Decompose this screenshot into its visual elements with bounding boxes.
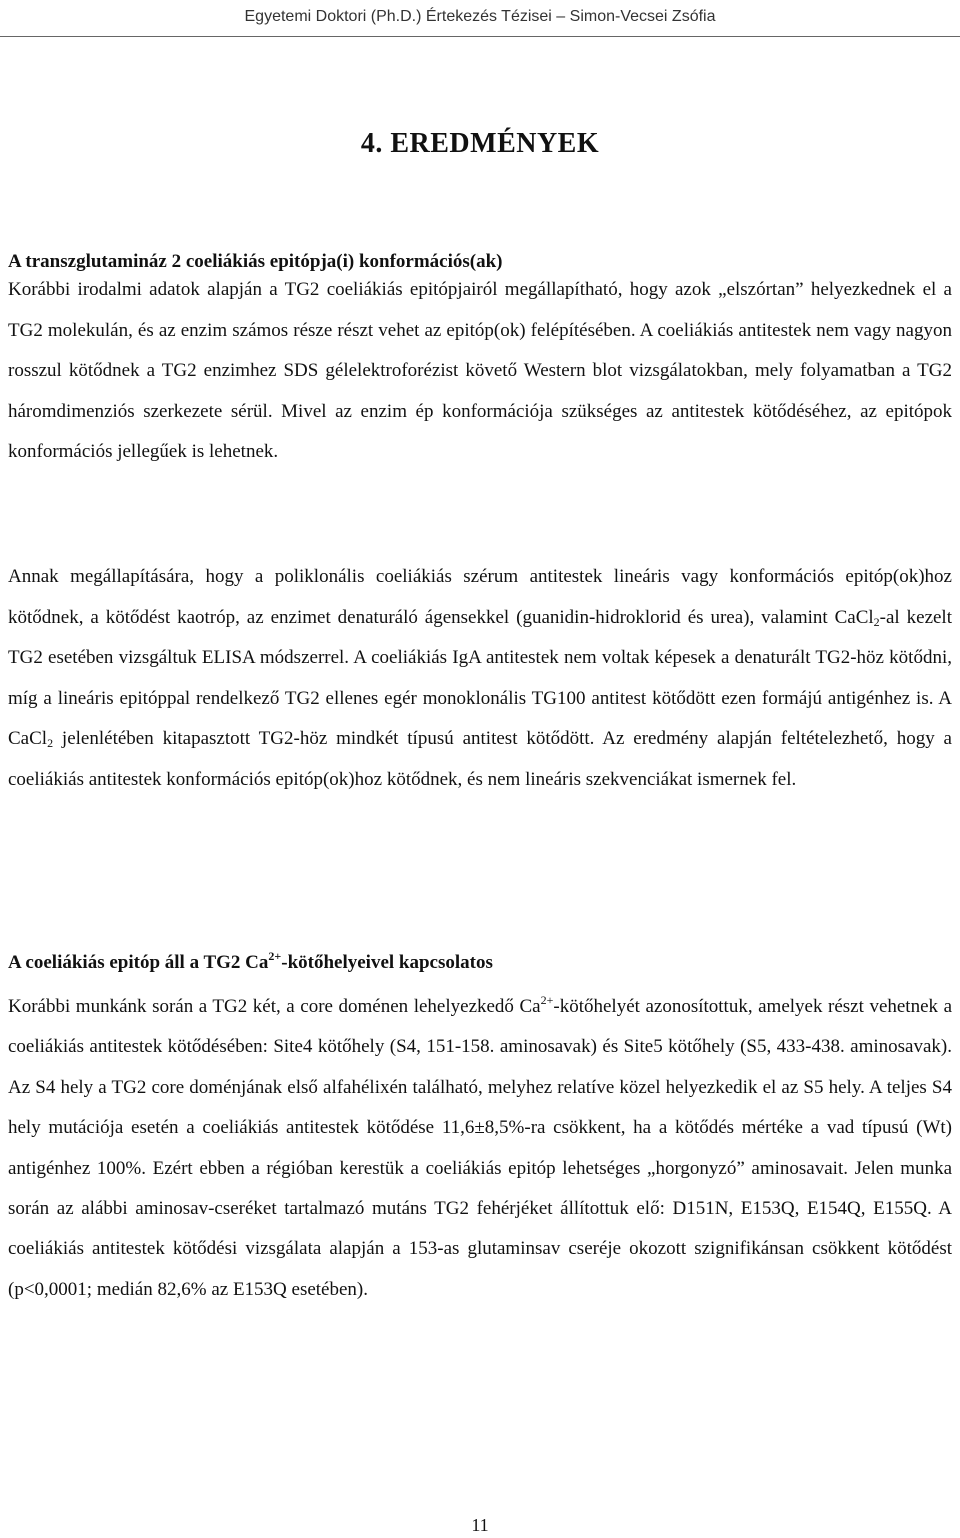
paragraph-text-part: -kötőhelyét azonosítottuk, amelyek részt vehetnek a coeliákiás antitestek kötődésében: Site4 kötőhely (S4, 151-158. aminosavak) és Site5 kötőhely (S5, 433-438. aminosavak). Az S4 hely a TG2 core doménjának első alfahélixén található, melyhez relatíve közel helyezkedik el az S5 hely. A teljes S4 hely mutációja esetén a coeliákiás antitestek kötődése 11,6±8,5%-ra csökkent, ha a kötődés mértéke a vad típusú (Wt) antigénhez 100%. Ezért ebben a régióban kerestük a coeliákiás epitóp lehetséges „horgonyzó” aminosavait. Jelen munka során az alábbi aminosav-cseréket tartalmazó mutáns TG2 fehérjéket állítottuk elő: D151N, E153Q, E154Q, E155Q. A coeliákiás antitestek kötődési vizsgálata alapján a 153-as glutaminsav cseréje okozott szignifikánsan csökkent kötődést (p<0,0001; medián 82,6% az E153Q esetében). [8,996,953,1300]
chapter-title: 4. EREDMÉNYEK [360,128,600,159]
heading-text-part: -kötőhelyeivel kapcsolatos [281,952,493,973]
running-header: Egyetemi Doktori (Ph.D.) Értekezés Tézisei – Simon-Vecsei Zsófia [244,8,716,25]
heading-text-part: A coeliákiás epitóp áll a TG2 Ca [8,952,269,973]
header-rule [0,36,960,37]
paragraph-text-part: jelenlétében kitapasztott TG2-höz mindkét típusú antitest kötődött. Az eredmény alapján feltételezhető, hogy a coeliákiás antitestek konformációs epitóp(ok)hoz kötődnek, és nem lineáris szekvenciákat ismernek fel. [8,728,952,790]
page-number: 11 [471,1515,489,1535]
subscript: 2 [873,614,880,629]
paragraph-elisa-denaturation [8,557,952,800]
superscript: 2+ [268,949,282,963]
paragraph-text-part: Korábbi munkánk során a TG2 két, a core doménen lehelyezkedő Ca [8,996,541,1017]
section-heading-calcium-binding [8,949,952,974]
section-heading-epitope-conformational: A transzglutamináz 2 coeliákiás epitópja(i) konformációs(ak) [8,251,503,272]
paragraph-site4-site5-mutations [8,987,952,1310]
paragraph-literature-background: Korábbi irodalmi adatok alapján a TG2 coeliákiás epitópjairól megállapítható, hogy azok „elszórtan” helyezkednek el a TG2 molekulán, és az enzim számos része részt vehet az epitóp(ok) felépítésében. A coeliákiás antitestek nem vagy nagyon rosszul kötődnek a TG2 enzimhez SDS gélelektroforézist követő Western blot vizsgálatokban, mely folyamatban a TG2 háromdimenziós szerkezete sérül. Mivel az enzim ép konformációja szükséges az antitestek kötődéséhez, az epitópok konformációs jellegűek is lehetnek. [8,279,952,462]
superscript: 2+ [540,993,554,1007]
paragraph-text-part: -al kezelt TG2 esetében vizsgáltuk ELISA módszerrel. A coeliákiás IgA antitestek nem voltak képesek a denaturált TG2-höz kötődni, míg a lineáris epitóppal rendelkező TG2 ellenes egér monoklonális TG100 antitest kötődött ezen formájú antigénhez is. A CaCl [8,606,952,749]
paragraph-text-part: Annak megállapítására, hogy a poliklonális coeliákiás szérum antitestek lineáris vagy konformációs epitóp(ok)hoz kötődnek, a kötődést kaotróp, az enzimet denaturáló ágensekkel (guanidin-hidroklorid és urea), valamint CaCl [8,566,952,628]
subscript: 2 [47,736,54,750]
